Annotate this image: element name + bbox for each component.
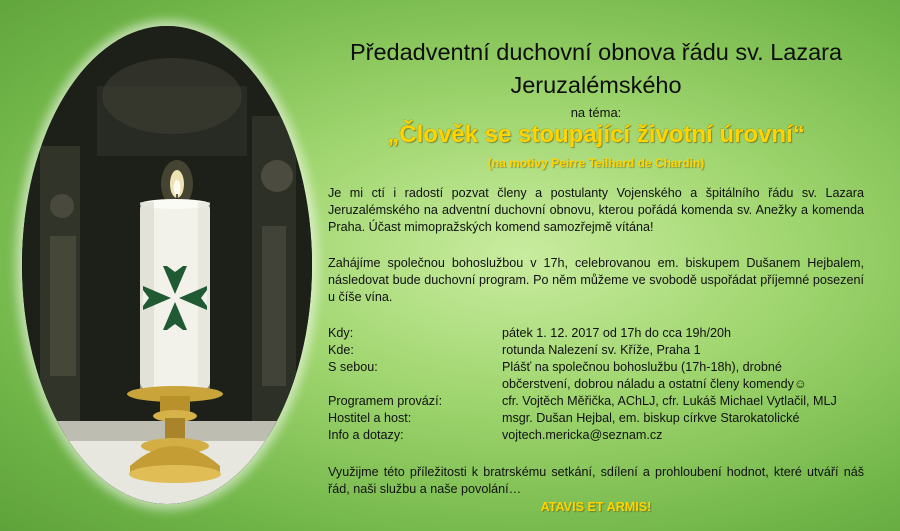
candle-photo — [22, 26, 312, 504]
detail-value: Plášť na společnou bohoslužbu (17h-18h), drobné — [502, 360, 782, 374]
theme-intro: na téma: — [570, 105, 622, 120]
detail-label: Programem provází: — [328, 394, 443, 408]
closing-paragraph: Využijme této příležitosti k bratrskému setkání, sdílení a prohloubení hodnot, které utváří náš řád, naši službu a naše povolání… — [328, 465, 864, 496]
program-paragraph: Zahájíme společnou bohoslužbou v 17h, celebrovanou em. biskupem Dušanem Hejbalem, následovat bude duchovní program. Po něm můžeme ve svobodě uspořádat příjemné posezení u číše vína. — [328, 256, 864, 304]
detail-label: Hostitel a host: — [328, 411, 412, 425]
title-line-2: Jeruzalémského — [510, 72, 682, 98]
detail-value: pátek 1. 12. 2017 od 17h do cca 19h/20h — [502, 326, 731, 340]
motto: ATAVIS ET ARMIS! — [540, 500, 652, 514]
detail-label: Info a dotazy: — [328, 428, 404, 442]
detail-value: občerstvení, dobrou náladu a ostatní členy komendy☺ — [502, 377, 807, 391]
detail-label: Kde: — [328, 343, 354, 357]
theme-title: „Člověk se stoupající životní úrovní“ — [387, 121, 805, 148]
contact-email-link[interactable]: vojtech.mericka@seznam.cz — [502, 428, 663, 442]
detail-label: Kdy: — [328, 326, 354, 340]
title-line-1: Předadventní duchovní obnova řádu sv. Lazara — [349, 39, 843, 65]
candle-with-cross-photo — [22, 26, 312, 504]
invitation-paragraph: Je mi ctí i radostí pozvat členy a postulanty Vojenského a špitálního řádu sv. Lazara Jeruzalémského na adventní duchovní obnovu, kterou pořádá komenda sv. Anežky a komenda Praha. Účast mimopražských komend samozřejmě vítána! — [328, 186, 864, 234]
detail-value: msgr. Dušan Hejbal, em. biskup církve Starokatolické — [502, 411, 800, 425]
theme-subtitle: (na motivy Peirre Teilhard de Chardin) — [487, 156, 705, 170]
detail-value: cfr. Vojtěch Měřička, AChLJ, cfr. Lukáš Michael Vytlačil, MLJ — [502, 394, 837, 408]
detail-label: S sebou: — [328, 360, 378, 374]
detail-value: rotunda Nalezení sv. Kříže, Praha 1 — [502, 343, 701, 357]
